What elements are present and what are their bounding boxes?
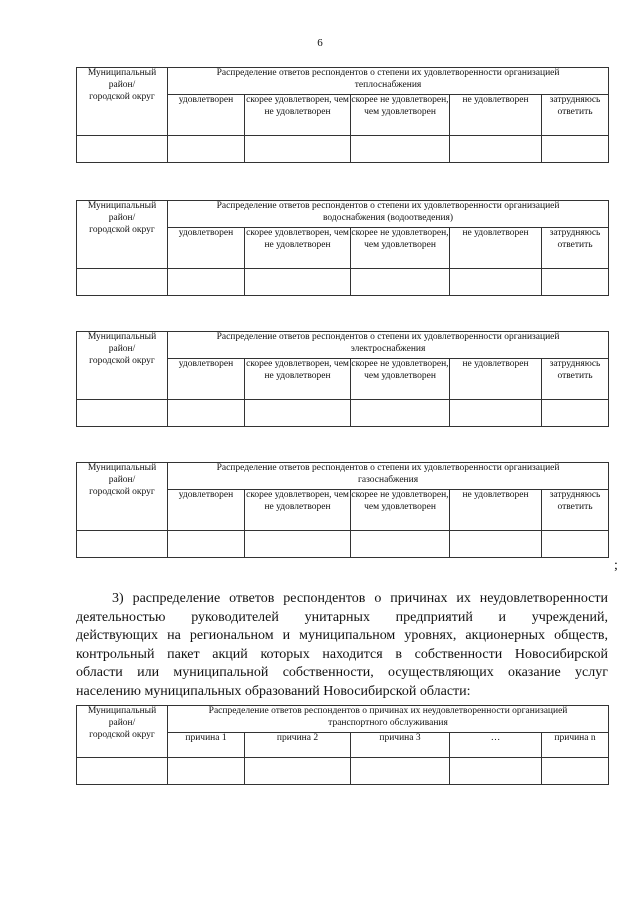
table-title: Распределение ответов респондентов о степени их удовлетворенности организацией газоснабжения (168, 463, 609, 490)
table-row (77, 758, 609, 785)
reason-3: причина 3 (351, 733, 450, 758)
page-number: 6 (317, 37, 323, 49)
table-row (77, 531, 609, 558)
option-rather-unsatisfied: скорее не удовлетворен, чем удовлетворен (351, 359, 450, 400)
option-rather-unsatisfied: скорее не удовлетворен, чем удовлетворен (351, 490, 450, 531)
option-unsatisfied: не удовлетворен (450, 359, 542, 400)
satisfaction-table-water (76, 200, 609, 296)
municipal-header: Муниципальный район/ городской округ (77, 332, 168, 400)
table-title: Распределение ответов респондентов о степени их удовлетворенности организацией электроснабжения (168, 332, 609, 359)
semicolon: ; (614, 558, 618, 573)
option-hard-to-answer: затрудняюсь ответить (542, 228, 609, 269)
option-satisfied: удовлетворен (168, 228, 245, 269)
option-unsatisfied: не удовлетворен (450, 228, 542, 269)
municipal-header: Муниципальный район/ городской округ (77, 706, 168, 758)
option-rather-unsatisfied: скорее не удовлетворен, чем удовлетворен (351, 95, 450, 136)
municipal-header: Муниципальный район/ городской округ (77, 201, 168, 269)
municipal-header: Муниципальный район/ городской округ (77, 463, 168, 531)
option-satisfied: удовлетворен (168, 490, 245, 531)
option-rather-satisfied: скорее удовлетворен, чем не удовлетворен (245, 95, 351, 136)
table-row (77, 400, 609, 427)
option-satisfied: удовлетворен (168, 95, 245, 136)
option-hard-to-answer: затрудняюсь ответить (542, 95, 609, 136)
option-hard-to-answer: затрудняюсь ответить (542, 490, 609, 531)
option-hard-to-answer: затрудняюсь ответить (542, 359, 609, 400)
table-title: Распределение ответов респондентов о причинах их неудовлетворенности организацией транспортного обслуживания (168, 706, 609, 733)
table-title: Распределение ответов респондентов о степени их удовлетворенности организацией водоснабжения (водоотведения) (168, 201, 609, 228)
option-rather-satisfied: скорее удовлетворен, чем не удовлетворен (245, 359, 351, 400)
table-title: Распределение ответов респондентов о степени их удовлетворенности организацией теплоснабжения (168, 68, 609, 95)
table-row (77, 269, 609, 296)
reason-n: причина n (542, 733, 609, 758)
reason-ellipsis: … (450, 733, 542, 758)
municipal-header: Муниципальный район/ городской округ (77, 68, 168, 136)
paragraph-reasons: 3) распределение ответов респондентов о причинах их неудовлетворенности деятельностью руководителей унитарных предприятий и учреждений, действующих на региональном и муниципальном уровнях, акционерных обществ, контрольный пакет акций которых находится в собственности Новосибирской области или муниципальной собственности, осуществляющих оказание услуг населению муниципальных образований Новосибирской области: (76, 591, 608, 699)
table-row (77, 136, 609, 163)
option-satisfied: удовлетворен (168, 359, 245, 400)
option-rather-satisfied: скорее удовлетворен, чем не удовлетворен (245, 490, 351, 531)
option-rather-unsatisfied: скорее не удовлетворен, чем удовлетворен (351, 228, 450, 269)
reasons-table-transport (76, 705, 609, 785)
satisfaction-table-heat (76, 67, 609, 163)
option-rather-satisfied: скорее удовлетворен, чем не удовлетворен (245, 228, 351, 269)
reason-1: причина 1 (168, 733, 245, 758)
satisfaction-table-electric (76, 331, 609, 427)
option-unsatisfied: не удовлетворен (450, 490, 542, 531)
option-unsatisfied: не удовлетворен (450, 95, 542, 136)
satisfaction-table-gas (76, 462, 609, 558)
reason-2: причина 2 (245, 733, 351, 758)
